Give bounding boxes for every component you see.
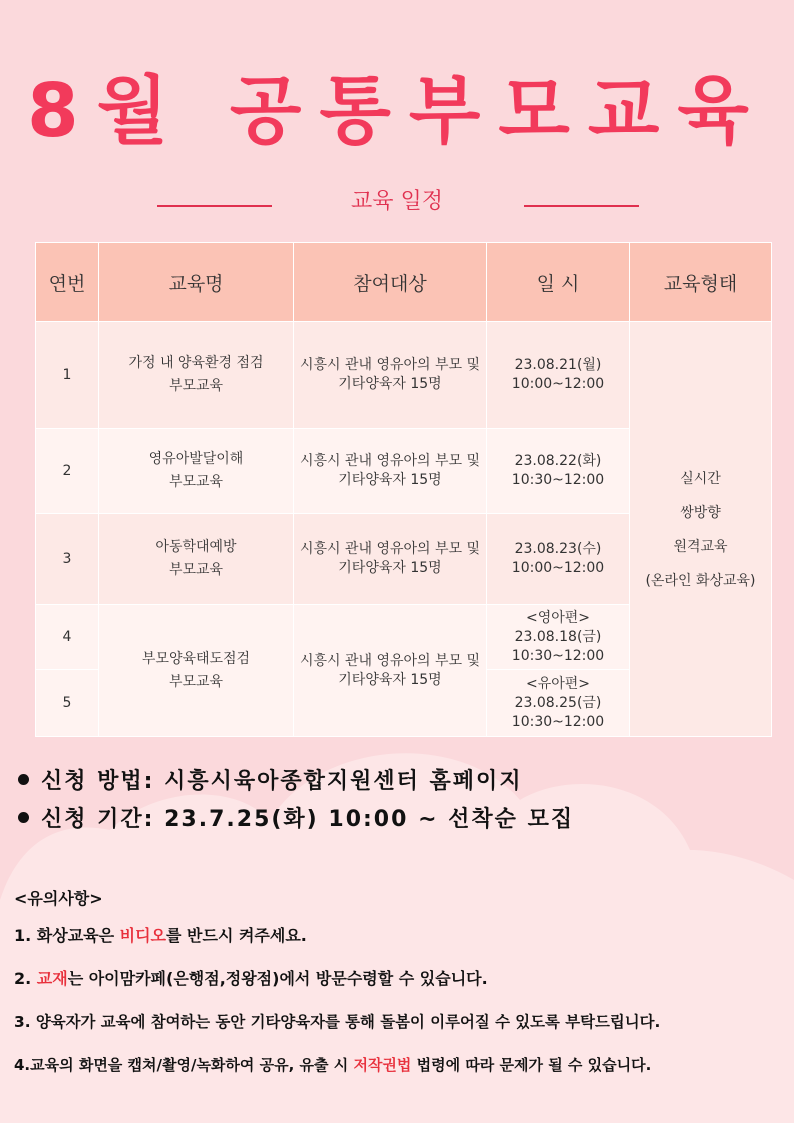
- row-name: [99, 429, 294, 514]
- application-info: [18, 763, 574, 839]
- row-name: [99, 322, 294, 429]
- name-line: 부모교육: [168, 562, 224, 578]
- date-line: 23.08.25(금): [514, 694, 602, 711]
- note-highlight: 저작권법: [353, 1056, 412, 1074]
- note-text: 는 아이맘카페(은행점,정왕점)에서 방문수령할 수 있습니다.: [67, 969, 488, 988]
- target-line: 시흥시 관내 영유아의 부모 및: [299, 652, 481, 669]
- format-line: 쌍방향: [680, 505, 721, 521]
- date-line: 23.08.18(금): [514, 628, 602, 645]
- format-line: 원격교육: [673, 539, 728, 555]
- notes-title: <유의사항>: [14, 889, 103, 908]
- note-highlight: 교재: [36, 969, 68, 988]
- divider-right: [524, 205, 639, 207]
- schedule-table: [35, 242, 772, 737]
- header-name: 교육명: [99, 243, 294, 322]
- row-num: 3: [36, 514, 99, 605]
- row-target: [294, 322, 487, 429]
- name-line: 가정 내 양육환경 점검: [128, 355, 264, 371]
- name-line: 부모교육: [168, 378, 224, 394]
- row-num: 1: [36, 322, 99, 429]
- bullet-item: [18, 763, 574, 801]
- target-line: 기타양육자 15명: [338, 671, 442, 688]
- row-date: [487, 514, 630, 605]
- row-name: [99, 514, 294, 605]
- date-line: 23.08.22(화): [514, 453, 602, 469]
- name-line: 부모교육: [168, 673, 224, 690]
- row-target: [294, 429, 487, 514]
- target-line: 시흥시 관내 영유아의 부모 및: [299, 357, 481, 373]
- row-name: [99, 605, 294, 737]
- subtitle: 교육 일정: [350, 189, 443, 214]
- date-group-line: <유아편>: [525, 675, 591, 692]
- header-date: 일 시: [487, 243, 630, 322]
- time-line: 10:30~12:00: [511, 472, 605, 488]
- notes-section: [14, 886, 784, 1098]
- header-target: 참여대상: [294, 243, 487, 322]
- target-line: 시흥시 관내 영유아의 부모 및: [299, 453, 481, 469]
- row-date: [487, 322, 630, 429]
- table-header-row: [36, 243, 772, 322]
- target-line: 기타양육자 15명: [338, 376, 442, 392]
- time-line: 10:00~12:00: [511, 560, 605, 576]
- bullet-text: 신청 방법: 시흥시육아종합지원센터 홈페이지: [41, 769, 523, 794]
- time-line: 10:00~12:00: [511, 376, 605, 392]
- row-date: [487, 429, 630, 514]
- row-num: 4: [36, 605, 99, 670]
- bullet-item: [18, 801, 574, 839]
- note-text: 2.: [14, 969, 37, 988]
- name-line: 부모교육: [168, 474, 224, 490]
- time-line: 10:30~12:00: [511, 647, 605, 664]
- note-item: [14, 926, 784, 969]
- note-text: 를 반드시 켜주세요.: [166, 926, 307, 945]
- target-line: 기타양육자 15명: [338, 472, 442, 488]
- time-line: 10:30~12:00: [511, 713, 605, 730]
- page-title: 8월 공통부모교육: [27, 68, 767, 154]
- bullet-text: 신청 기간: 23.7.25(화) 10:00 ~ 선착순 모집: [41, 807, 575, 832]
- subtitle-row: [0, 178, 794, 218]
- date-line: 23.08.21(월): [514, 357, 602, 373]
- bullet-dot-icon: [18, 812, 29, 823]
- name-line: 아동학대예방: [155, 539, 237, 555]
- note-item: [14, 969, 784, 1012]
- note-highlight: 비디오: [119, 926, 167, 945]
- table-row: [36, 322, 772, 429]
- header-num: 연번: [36, 243, 99, 322]
- row-target: [294, 514, 487, 605]
- name-line: 부모양육태도점검: [141, 650, 251, 667]
- format-line: 실시간: [680, 471, 721, 487]
- note-item: [14, 1055, 784, 1098]
- row-date: [487, 670, 630, 737]
- row-num: 2: [36, 429, 99, 514]
- name-line: 영유아발달이해: [148, 451, 244, 467]
- note-text: 3. 양육자가 교육에 참여하는 동안 기타양육자를 통해 돌봄이 이루어질 수 있도록 부탁드립니다.: [14, 1013, 661, 1031]
- education-format: [630, 322, 772, 737]
- target-line: 시흥시 관내 영유아의 부모 및: [299, 541, 481, 557]
- date-group-line: <영아편>: [525, 609, 591, 626]
- row-num: 5: [36, 670, 99, 737]
- row-target: [294, 605, 487, 737]
- row-date: [487, 605, 630, 670]
- target-line: 기타양육자 15명: [338, 560, 442, 576]
- bullet-dot-icon: [18, 774, 29, 785]
- note-item: [14, 1012, 784, 1055]
- note-text: 1. 화상교육은: [14, 926, 120, 945]
- format-line: (온라인 화상교육): [645, 573, 756, 589]
- note-text: 법령에 따라 문제가 될 수 있습니다.: [411, 1056, 652, 1074]
- header-form: 교육형태: [630, 243, 772, 322]
- date-line: 23.08.23(수): [514, 541, 602, 557]
- note-text: 4.교육의 화면을 캡쳐/촬영/녹화하여 공유, 유출 시: [14, 1056, 354, 1074]
